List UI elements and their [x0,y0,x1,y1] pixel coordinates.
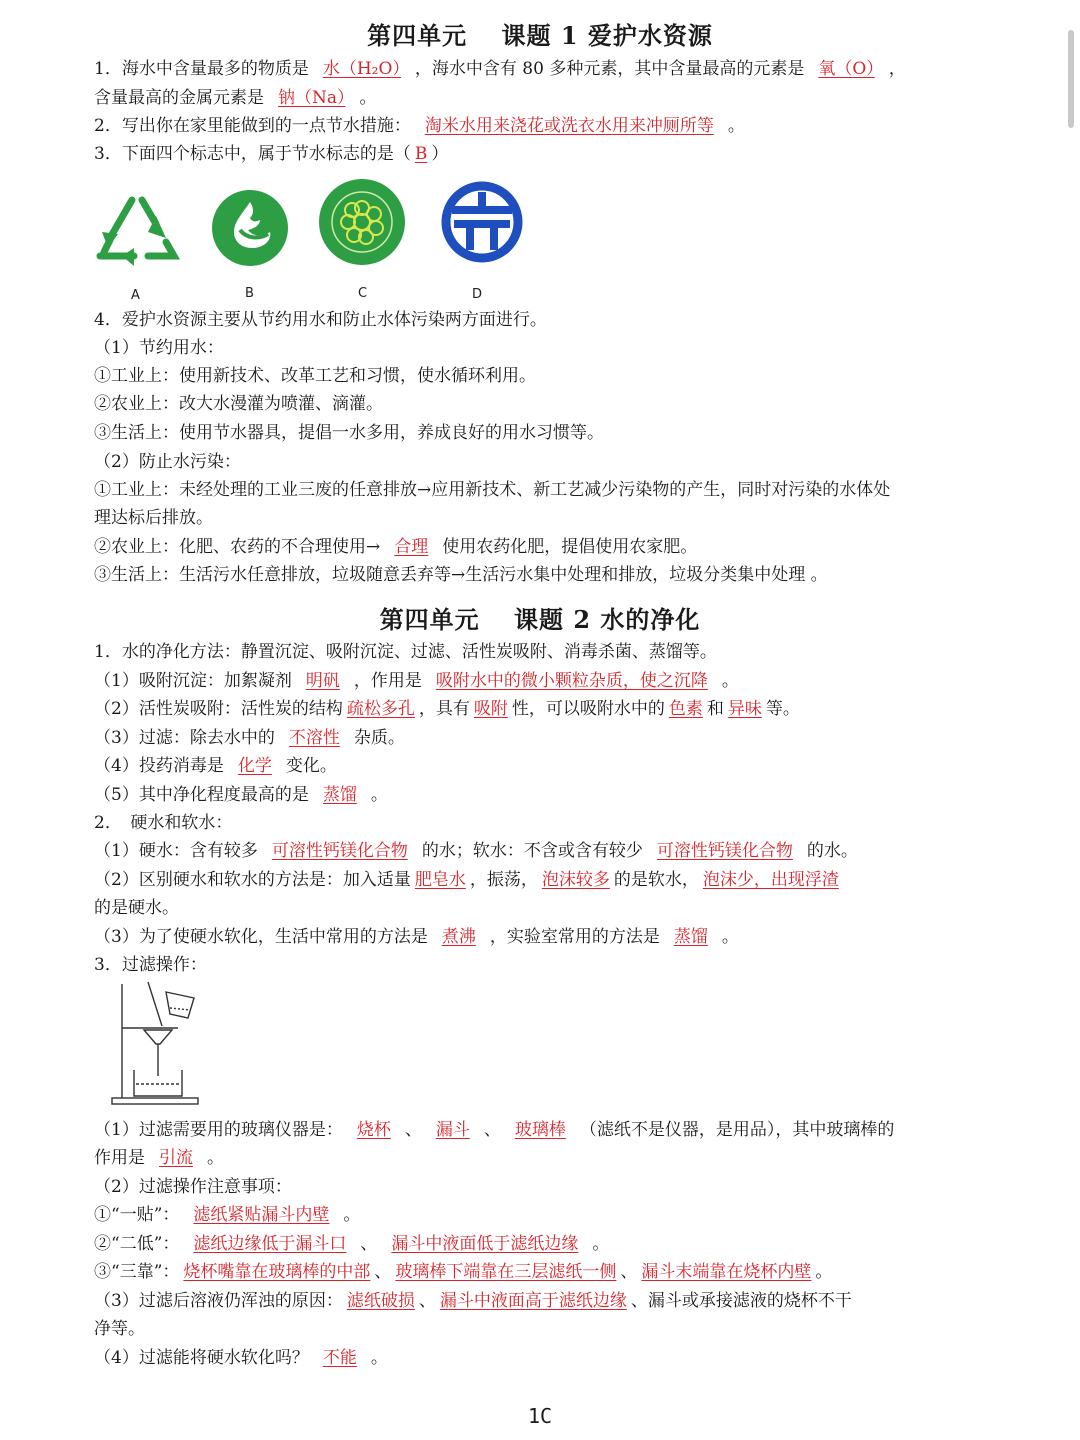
answer-blank: 煮沸 [441,927,476,947]
answer-blank: 泡沫少，出现浮渣 [702,870,839,890]
p1-line1: 1．水的净化方法：静置沉淀、吸附沉淀、过滤、活性炭吸附、消毒杀菌、蒸馏等。 [94,642,717,662]
answer-blank: 烧杯嘴靠在玻璃棒的中部 [183,1262,371,1282]
p2-line2: （1）硬水：含有较多 可溶性钙镁化合物 的水；软水：不含或含有较少 可溶性钙镁化合物 的水。 [94,841,858,861]
answer-blank: 漏斗中液面低于滤纸边缘 [391,1234,579,1254]
answer-blank: 淘米水用来浇花或洗衣水用来冲厕所等 [424,116,714,136]
answer-blank: 色素 [668,699,703,719]
answer-blank: 吸附 [473,699,508,719]
p3-line5: ①“一贴”： 滤纸紧贴漏斗内壁 。 [94,1205,361,1225]
q4-line1: 4．爱护水资源主要从节约用水和防止水体污染两方面进行。 [94,310,547,330]
p1-line3: （2）活性炭吸附：活性炭的结构 疏松多孔 ，具有 吸附 性，可以吸附水中的 色素 和 异味 等。 [94,699,800,719]
answer-blank: 钠（Na） [278,88,346,108]
recycle-icon [94,192,180,274]
p2-line3: （2）区别硬水和软水的方法是：加入适量 肥皂水 ，振荡， 泡沫较多 的是软水， 泡沫少，出现浮渣 [94,868,994,892]
answer-blank: 疏松多孔 [346,699,415,719]
page-number: 1C [527,1404,553,1428]
p1-line2: （1）吸附沉淀：加絮凝剂 明矾 ，作用是 吸附水中的微小颗粒杂质，使之沉降 。 [94,671,739,691]
answer-blank: 明矾 [305,671,340,691]
q4-line8: 理达标后排放。 [94,508,213,528]
answer-blank: 不溶性 [288,728,340,748]
answer-blank: 滤纸紧贴漏斗内壁 [193,1205,330,1225]
answer-blank: 吸附水中的微小颗粒杂质，使之沉降 [435,671,708,691]
answer-blank: 水（H₂O） [322,59,401,79]
p2-line1: 2． 硬水和软水： [94,813,233,833]
answer-blank: 滤纸边缘低于漏斗口 [193,1234,347,1254]
answer-blank: 化学 [237,756,272,776]
q4-line2: （1）节约用水： [94,338,224,358]
p2-line4: 的是硬水。 [94,898,179,918]
q3-line: 3．下面四个标志中，属于节水标志的是（ B ） [94,144,449,164]
q4-line6: （2）防止水污染： [94,452,241,472]
q4-line4: ②农业上：改大水漫灌为喷灌、滴灌。 [94,394,383,414]
answer-blank: 漏斗 [435,1120,470,1140]
answer-blank: 滤纸破损 [346,1291,415,1311]
p3-line8: （3）过滤后溶液仍浑浊的原因： 滤纸破损 、 漏斗中液面高于滤纸边缘 、漏斗或承接滤液的烧杯不干 [94,1291,852,1311]
answer-blank: 引流 [159,1148,193,1168]
p3-line4: （2）过滤操作注意事项： [94,1177,292,1197]
p2-line5: （3）为了使硬水软化，生活中常用的方法是 煮沸 ，实验室常用的方法是 蒸馏 。 [94,927,739,947]
environmental-label-icon [318,178,406,266]
answer-blank: 可溶性钙镁化合物 [271,841,408,861]
p1-line4: （3）过滤：除去水中的 不溶性 杂质。 [94,728,405,748]
p1-line6: （5）其中净化程度最高的是 蒸馏 。 [94,785,388,805]
q4-line5: ③生活上：使用节水器具，提倡一水多用，养成良好的用水习惯等。 [94,423,604,443]
q4-line10: ③生活上：生活污水任意排放，垃圾随意丢弃等→生活污水集中处理和排放，垃圾分类集中处理 。 [94,565,828,585]
p3-line6: ②“二低”： 滤纸边缘低于漏斗口 、 漏斗中液面低于滤纸边缘 。 [94,1234,610,1254]
p3-line1: 3．过滤操作： [94,955,207,975]
section-title-1: 第四单元 课题 1 爱护水资源 [367,21,713,50]
section-title-2: 第四单元 课题 2 水的净化 [379,605,701,634]
water-saving-sign-icon [210,188,290,268]
answer-blank: 蒸馏 [673,927,708,947]
answer-blank: 玻璃棒下端靠在三层滤纸一侧 [395,1262,617,1282]
answer-blank: 可溶性钙镁化合物 [656,841,793,861]
q1-line1: 1．海水中含量最多的物质是 水（H₂O） ，海水中含有 80 多种元素，其中含量最高的元素是 氧（O） ， [94,59,906,79]
answer-blank: 漏斗末端靠在烧杯内壁 [641,1262,812,1282]
answer-blank: 肥皂水 [414,870,466,890]
q2-line: 2．写出你在家里能做到的一点节水措施： 淘米水用来浇花或洗衣水用来冲厕所等 。 [94,116,745,136]
answer-blank: B [414,144,428,164]
p3-line3: 作用是 引流 。 [94,1148,224,1168]
answer-blank: 不能 [322,1348,357,1368]
sign-label-c: C [358,286,368,301]
p3-line9: 净等。 [94,1319,145,1339]
q4-line9: ②农业上：化肥、农药的不合理使用→ 合理 使用农药化肥，提倡使用农家肥。 [94,537,698,557]
answer-blank: 玻璃棒 [514,1120,566,1140]
sign-label-d: D [472,287,483,302]
q1-line2: 含量最高的金属元素是 钠（Na） 。 [94,88,377,108]
p1-line5: （4）投药消毒是 化学 变化。 [94,756,337,776]
answer-blank: 合理 [394,537,429,557]
answer-blank: 烧杯 [356,1120,391,1140]
answer-blank: 泡沫较多 [541,870,610,890]
q4-line7: ①工业上：未经处理的工业三废的任意排放→应用新技术、新工艺减少污染物的产生，同时对污染的水体处 [94,480,891,500]
answer-blank: 蒸馏 [322,785,357,805]
q4-line3: ①工业上：使用新技术、改革工艺和习惯，使水循环利用。 [94,366,536,386]
sign-label-a: A [131,288,140,303]
p3-line2: （1）过滤需要用的玻璃仪器是： 烧杯 、 漏斗 、 玻璃棒 （滤纸不是仪器，是用品），其中玻璃棒的 [94,1120,895,1140]
p3-line7: ③“三靠”： 烧杯嘴靠在玻璃棒的中部 、 玻璃棒下端靠在三层滤纸一侧 、 漏斗末端靠在烧杯内壁 。 [94,1262,833,1282]
filtration-apparatus-illustration [108,980,208,1110]
sign-label-b: B [245,286,254,301]
answer-blank: 漏斗中液面高于滤纸边缘 [439,1291,627,1311]
answer-blank: 氧（O） [818,59,875,79]
blue-circle-sign-icon [440,180,524,264]
p3-line10: （4）过滤能将硬水软化吗？ 不能 。 [94,1348,388,1368]
answer-blank: 异味 [727,699,762,719]
